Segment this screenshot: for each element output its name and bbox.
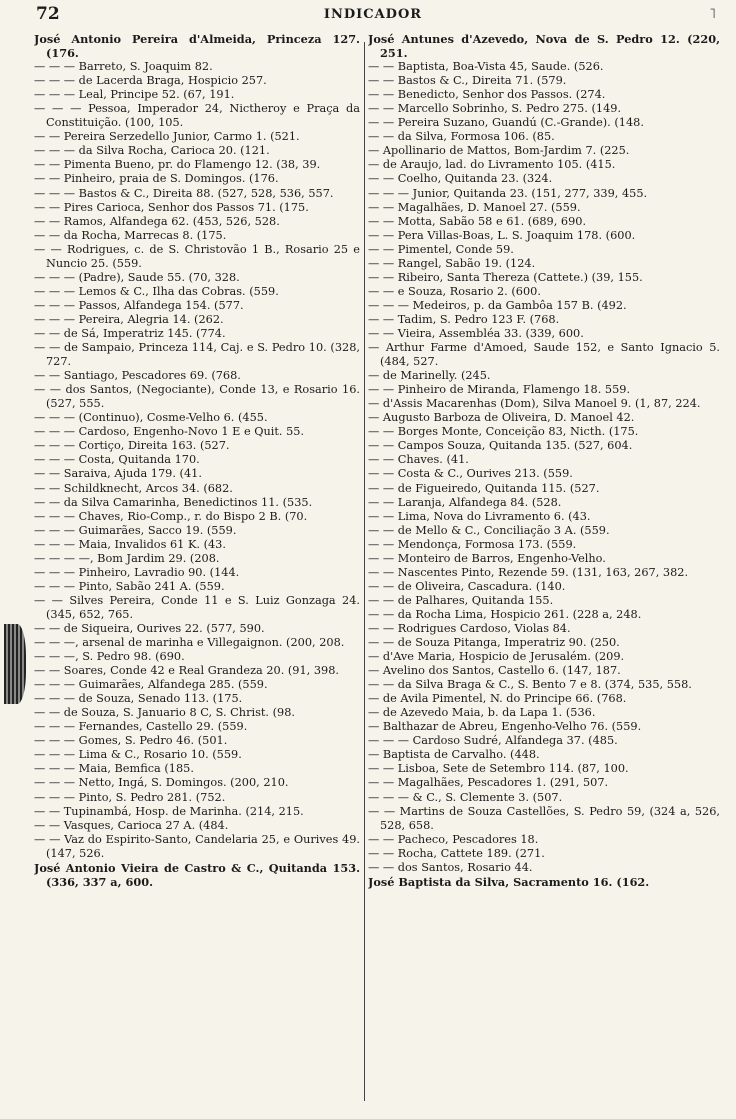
directory-entry: — — de Figueiredo, Quitanda 115. (527. — [368, 481, 600, 495]
directory-entry: — — Martins de Souza Castellões, S. Pedro 59, (324 a, 526, 528, 658. — [368, 804, 720, 832]
directory-entry: — — — Lima & C., Rosario 10. (559. — [34, 748, 242, 762]
directory-entry: — — Pinheiro de Miranda, Flamengo 18. 559. — [368, 383, 631, 397]
directory-entry: — — Mendonça, Formosa 173. (559. — [368, 537, 577, 551]
directory-entry: — — — Pinheiro, Lavradio 90. (144. — [34, 565, 240, 579]
directory-entry: — Avelino dos Santos, Castello 6. (147, 187. — [368, 664, 621, 678]
directory-entry: — d'Ave Maria, Hospicio de Jerusalém. (209. — [368, 650, 625, 664]
directory-entry: — — Lima, Nova do Livramento 6. (43. — [368, 509, 591, 523]
directory-entry: — — — Fernandes, Castello 29. (559. — [34, 720, 248, 734]
directory-entry: — — Pereira Serzedello Junior, Carmo 1. (521. — [34, 130, 300, 144]
directory-entry: — — Borges Monte, Conceição 83, Nicth. (175. — [368, 425, 639, 439]
column-divider — [364, 42, 365, 1101]
directory-entry: — — Rodrigues Cardoso, Violas 84. — [368, 621, 571, 635]
directory-entry: — — Campos Souza, Quitanda 135. (527, 604. — [368, 439, 633, 453]
directory-entry: José Baptista da Silva, Sacramento 16. (162. — [368, 874, 650, 889]
directory-entry: — — Pimentel, Conde 59. — [368, 242, 514, 256]
directory-entry: — — de Sampaio, Princeza 114, Caj. e S. Pedro 10. (328, 727. — [34, 341, 360, 369]
directory-entry: — — — Guimarães, Sacco 19. (559. — [34, 523, 237, 537]
directory-entry: — — Rocha, Cattete 189. (271. — [368, 846, 545, 860]
directory-entry: — — — (Continuo), Cosme-Velho 6. (455. — [34, 411, 268, 425]
directory-entry: — — —, S. Pedro 98. (690. — [34, 650, 185, 664]
directory-entry: — — — Pessoa, Imperador 24, Nictheroy e Praça da Constituição. (100, 105. — [34, 102, 360, 130]
directory-entry: — — — Pinto, S. Pedro 281. (752. — [34, 790, 226, 804]
directory-entry: — Balthazar de Abreu, Engenho-Velho 76. (559. — [368, 720, 642, 734]
directory-entry: José Antunes d'Azevedo, Nova de S. Pedro 12. (220, 251. — [368, 32, 720, 61]
directory-entry: — — de Sá, Imperatriz 145. (774. — [34, 326, 226, 340]
directory-entry: — — da Silva, Formosa 106. (85. — [368, 130, 555, 144]
directory-entry: — — Lisboa, Sete de Setembro 114. (87, 100. — [368, 762, 629, 776]
directory-entry: — — Vieira, Assembléa 33. (339, 600. — [368, 326, 584, 340]
directory-entry: — — Bastos & C., Direita 71. (579. — [368, 74, 567, 88]
directory-entry: — — da Rocha, Marrecas 8. (175. — [34, 228, 227, 242]
directory-entry: — — Pereira Suzano, Guandú (C.-Grande). (148. — [368, 116, 644, 130]
directory-entry: — — — Passos, Alfandega 154. (577. — [34, 298, 244, 312]
directory-entry: — — Pires Carioca, Senhor dos Passos 71. (175. — [34, 200, 309, 214]
directory-entry: — — — de Lacerda Braga, Hospicio 257. — [34, 74, 267, 88]
directory-entry: — — — Medeiros, p. da Gambôa 157 B. (492. — [368, 298, 627, 312]
directory-entry: — — — da Silva Rocha, Carioca 20. (121. — [34, 144, 270, 158]
directory-entry: — — Vaz do Espirito-Santo, Candelaria 25, e Ourives 49. (147, 526. — [34, 832, 360, 860]
directory-entry: — — Monteiro de Barros, Engenho-Velho. — [368, 551, 606, 565]
directory-entry: — — — Pinto, Sabão 241 A. (559. — [34, 579, 225, 593]
directory-entry: — — de Mello & C., Conciliação 3 A. (559. — [368, 523, 610, 537]
directory-entry: — — Chaves. (41. — [368, 453, 469, 467]
directory-entry: — — — Cardoso, Engenho-Novo 1 E e Quit. 55. — [34, 425, 305, 439]
directory-entry: — — Baptista, Boa-Vista 45, Saude. (526. — [368, 60, 604, 74]
directory-entry: — Arthur Farme d'Amoed, Saude 152, e Santo Ignacio 5. (484, 527. — [368, 341, 720, 369]
directory-entry: — — — (Padre), Saude 55. (70, 328. — [34, 270, 240, 284]
directory-entry: — Baptista de Carvalho. (448. — [368, 748, 540, 762]
directory-entry: — — de Siqueira, Ourives 22. (577, 590. — [34, 621, 265, 635]
directory-entry: — Apollinario de Mattos, Bom-Jardim 7. (225. — [368, 144, 630, 158]
directory-entry: — — — Barreto, S. Joaquim 82. — [34, 60, 213, 74]
directory-entry: — — —, arsenal de marinha e Villegaignon. (200, 208. — [34, 636, 345, 650]
directory-entry: — — Pinheiro, praia de S. Domingos. (176. — [34, 172, 279, 186]
directory-entry: José Antonio Pereira d'Almeida, Princeza 127. (176. — [34, 32, 360, 61]
right-column — [368, 32, 720, 1113]
directory-entry: — — Ramos, Alfandega 62. (453, 526, 528. — [34, 214, 280, 228]
directory-entry: — — — Maia, Invalidos 61 K. (43. — [34, 537, 226, 551]
directory-entry: — — — Pereira, Alegria 14. (262. — [34, 312, 224, 326]
directory-entry: José Antonio Vieira de Castro & C., Quitanda 153. (336, 337 a, 600. — [34, 860, 360, 889]
directory-entry: — — e Souza, Rosario 2. (600. — [368, 284, 541, 298]
directory-entry: — — Ribeiro, Santa Thereza (Cattete.) (39, 155. — [368, 270, 643, 284]
directory-entry: — — da Silva Braga & C., S. Bento 7 e 8. (374, 535, 558. — [368, 678, 692, 692]
directory-entry: — de Azevedo Maia, b. da Lapa 1. (536. — [368, 706, 596, 720]
directory-entry: — — — de Souza, Senado 113. (175. — [34, 692, 243, 706]
running-head: INDICADOR — [323, 7, 423, 22]
directory-entry: — — — Netto, Ingá, S. Domingos. (200, 210. — [34, 776, 289, 790]
directory-entry: — — Silves Pereira, Conde 11 e S. Luiz Gonzaga 24. (345, 652, 765. — [34, 593, 360, 621]
directory-entry: — — de Souza, S. Januario 8 C, S. Christ. (98. — [34, 706, 295, 720]
directory-entry: — — — Gomes, S. Pedro 46. (501. — [34, 734, 228, 748]
directory-entry: — — Vasques, Carioca 27 A. (484. — [34, 818, 229, 832]
corner-mark: ˥ — [709, 6, 716, 22]
directory-entry: — de Avila Pimentel, N. do Principe 66. (768. — [368, 692, 627, 706]
directory-entry: — — Costa & C., Ourives 213. (559. — [368, 467, 573, 481]
directory-entry: — — Soares, Conde 42 e Real Grandeza 20. (91, 398. — [34, 664, 340, 678]
directory-entry: — — — & C., S. Clemente 3. (507. — [368, 790, 563, 804]
directory-entry: — — Schildknecht, Arcos 34. (682. — [34, 481, 233, 495]
directory-entry: — — — Junior, Quitanda 23. (151, 277, 339, 455. — [368, 186, 648, 200]
directory-entry: — — — —, Bom Jardim 29. (208. — [34, 551, 220, 565]
directory-entry: — — Santiago, Pescadores 69. (768. — [34, 369, 241, 383]
directory-entry: — — Rodrigues, c. de S. Christovão 1 B., Rosario 25 e Nuncio 25. (559. — [34, 242, 360, 270]
directory-entry: — — Tupinambá, Hosp. de Marinha. (214, 215. — [34, 804, 304, 818]
directory-entry: — — Coelho, Quitanda 23. (324. — [368, 172, 553, 186]
directory-entry: — — Magalhães, D. Manoel 27. (559. — [368, 200, 581, 214]
directory-entry: — — Pacheco, Pescadores 18. — [368, 832, 539, 846]
directory-entry: — — — Cardoso Sudré, Alfandega 37. (485. — [368, 734, 618, 748]
directory-entry: — de Marinelly. (245. — [368, 369, 491, 383]
directory-entry: — — — Chaves, Rio-Comp., r. do Bispo 2 B. (70. — [34, 509, 308, 523]
directory-entry: — — — Leal, Principe 52. (67, 191. — [34, 88, 235, 102]
directory-entry: — — — Costa, Quitanda 170. — [34, 453, 200, 467]
directory-entry: — — Laranja, Alfandega 84. (528. — [368, 495, 562, 509]
directory-entry: — — de Souza Pitanga, Imperatriz 90. (250. — [368, 636, 620, 650]
directory-entry: — — — Guimarães, Alfandega 285. (559. — [34, 678, 268, 692]
directory-entry: — — Pimenta Bueno, pr. do Flamengo 12. (38, 39. — [34, 158, 321, 172]
directory-entry: — — Nascentes Pinto, Rezende 59. (131, 163, 267, 382. — [368, 565, 689, 579]
directory-entry: — — de Palhares, Quitanda 155. — [368, 593, 554, 607]
directory-entry: — — da Silva Camarinha, Benedictinos 11. (535. — [34, 495, 313, 509]
directory-entry: — — Saraiva, Ajuda 179. (41. — [34, 467, 202, 481]
directory-entry: — — Magalhães, Pescadores 1. (291, 507. — [368, 776, 609, 790]
directory-entry: — — Pera Villas-Boas, L. S. Joaquim 178. (600. — [368, 228, 636, 242]
page-header — [30, 4, 716, 30]
directory-entry: — — Rangel, Sabão 19. (124. — [368, 256, 536, 270]
directory-entry: — — Benedicto, Senhor dos Passos. (274. — [368, 88, 606, 102]
directory-entry: — d'Assis Macarenhas (Dom), Silva Manoel 9. (1, 87, 224. — [368, 397, 701, 411]
directory-entry: — — dos Santos, (Negociante), Conde 13, e Rosario 16. (527, 555. — [34, 383, 360, 411]
directory-entry: — — — Cortiço, Direita 163. (527. — [34, 439, 230, 453]
directory-entry: — — da Rocha Lima, Hospicio 261. (228 a, 248. — [368, 607, 642, 621]
directory-entry: — de Araujo, lad. do Livramento 105. (415. — [368, 158, 616, 172]
directory-entry: — — Motta, Sabão 58 e 61. (689, 690. — [368, 214, 587, 228]
binding-edge-mark — [4, 624, 26, 704]
left-column — [34, 32, 360, 1113]
directory-entry: — — Tadim, S. Pedro 123 F. (768. — [368, 312, 560, 326]
directory-entry: — — — Lemos & C., Ilha das Cobras. (559. — [34, 284, 279, 298]
directory-entry: — — — Maia, Bemfica (185. — [34, 762, 194, 776]
directory-entry: — — — Bastos & C., Direita 88. (527, 528, 536, 557. — [34, 186, 334, 200]
directory-entry: — — Marcello Sobrinho, S. Pedro 275. (149. — [368, 102, 622, 116]
directory-entry: — Augusto Barboza de Oliveira, D. Manoel 42. — [368, 411, 635, 425]
directory-entry: — — dos Santos, Rosario 44. — [368, 860, 533, 874]
directory-entry: — — de Oliveira, Cascadura. (140. — [368, 579, 566, 593]
page-number: 72 — [36, 4, 60, 24]
